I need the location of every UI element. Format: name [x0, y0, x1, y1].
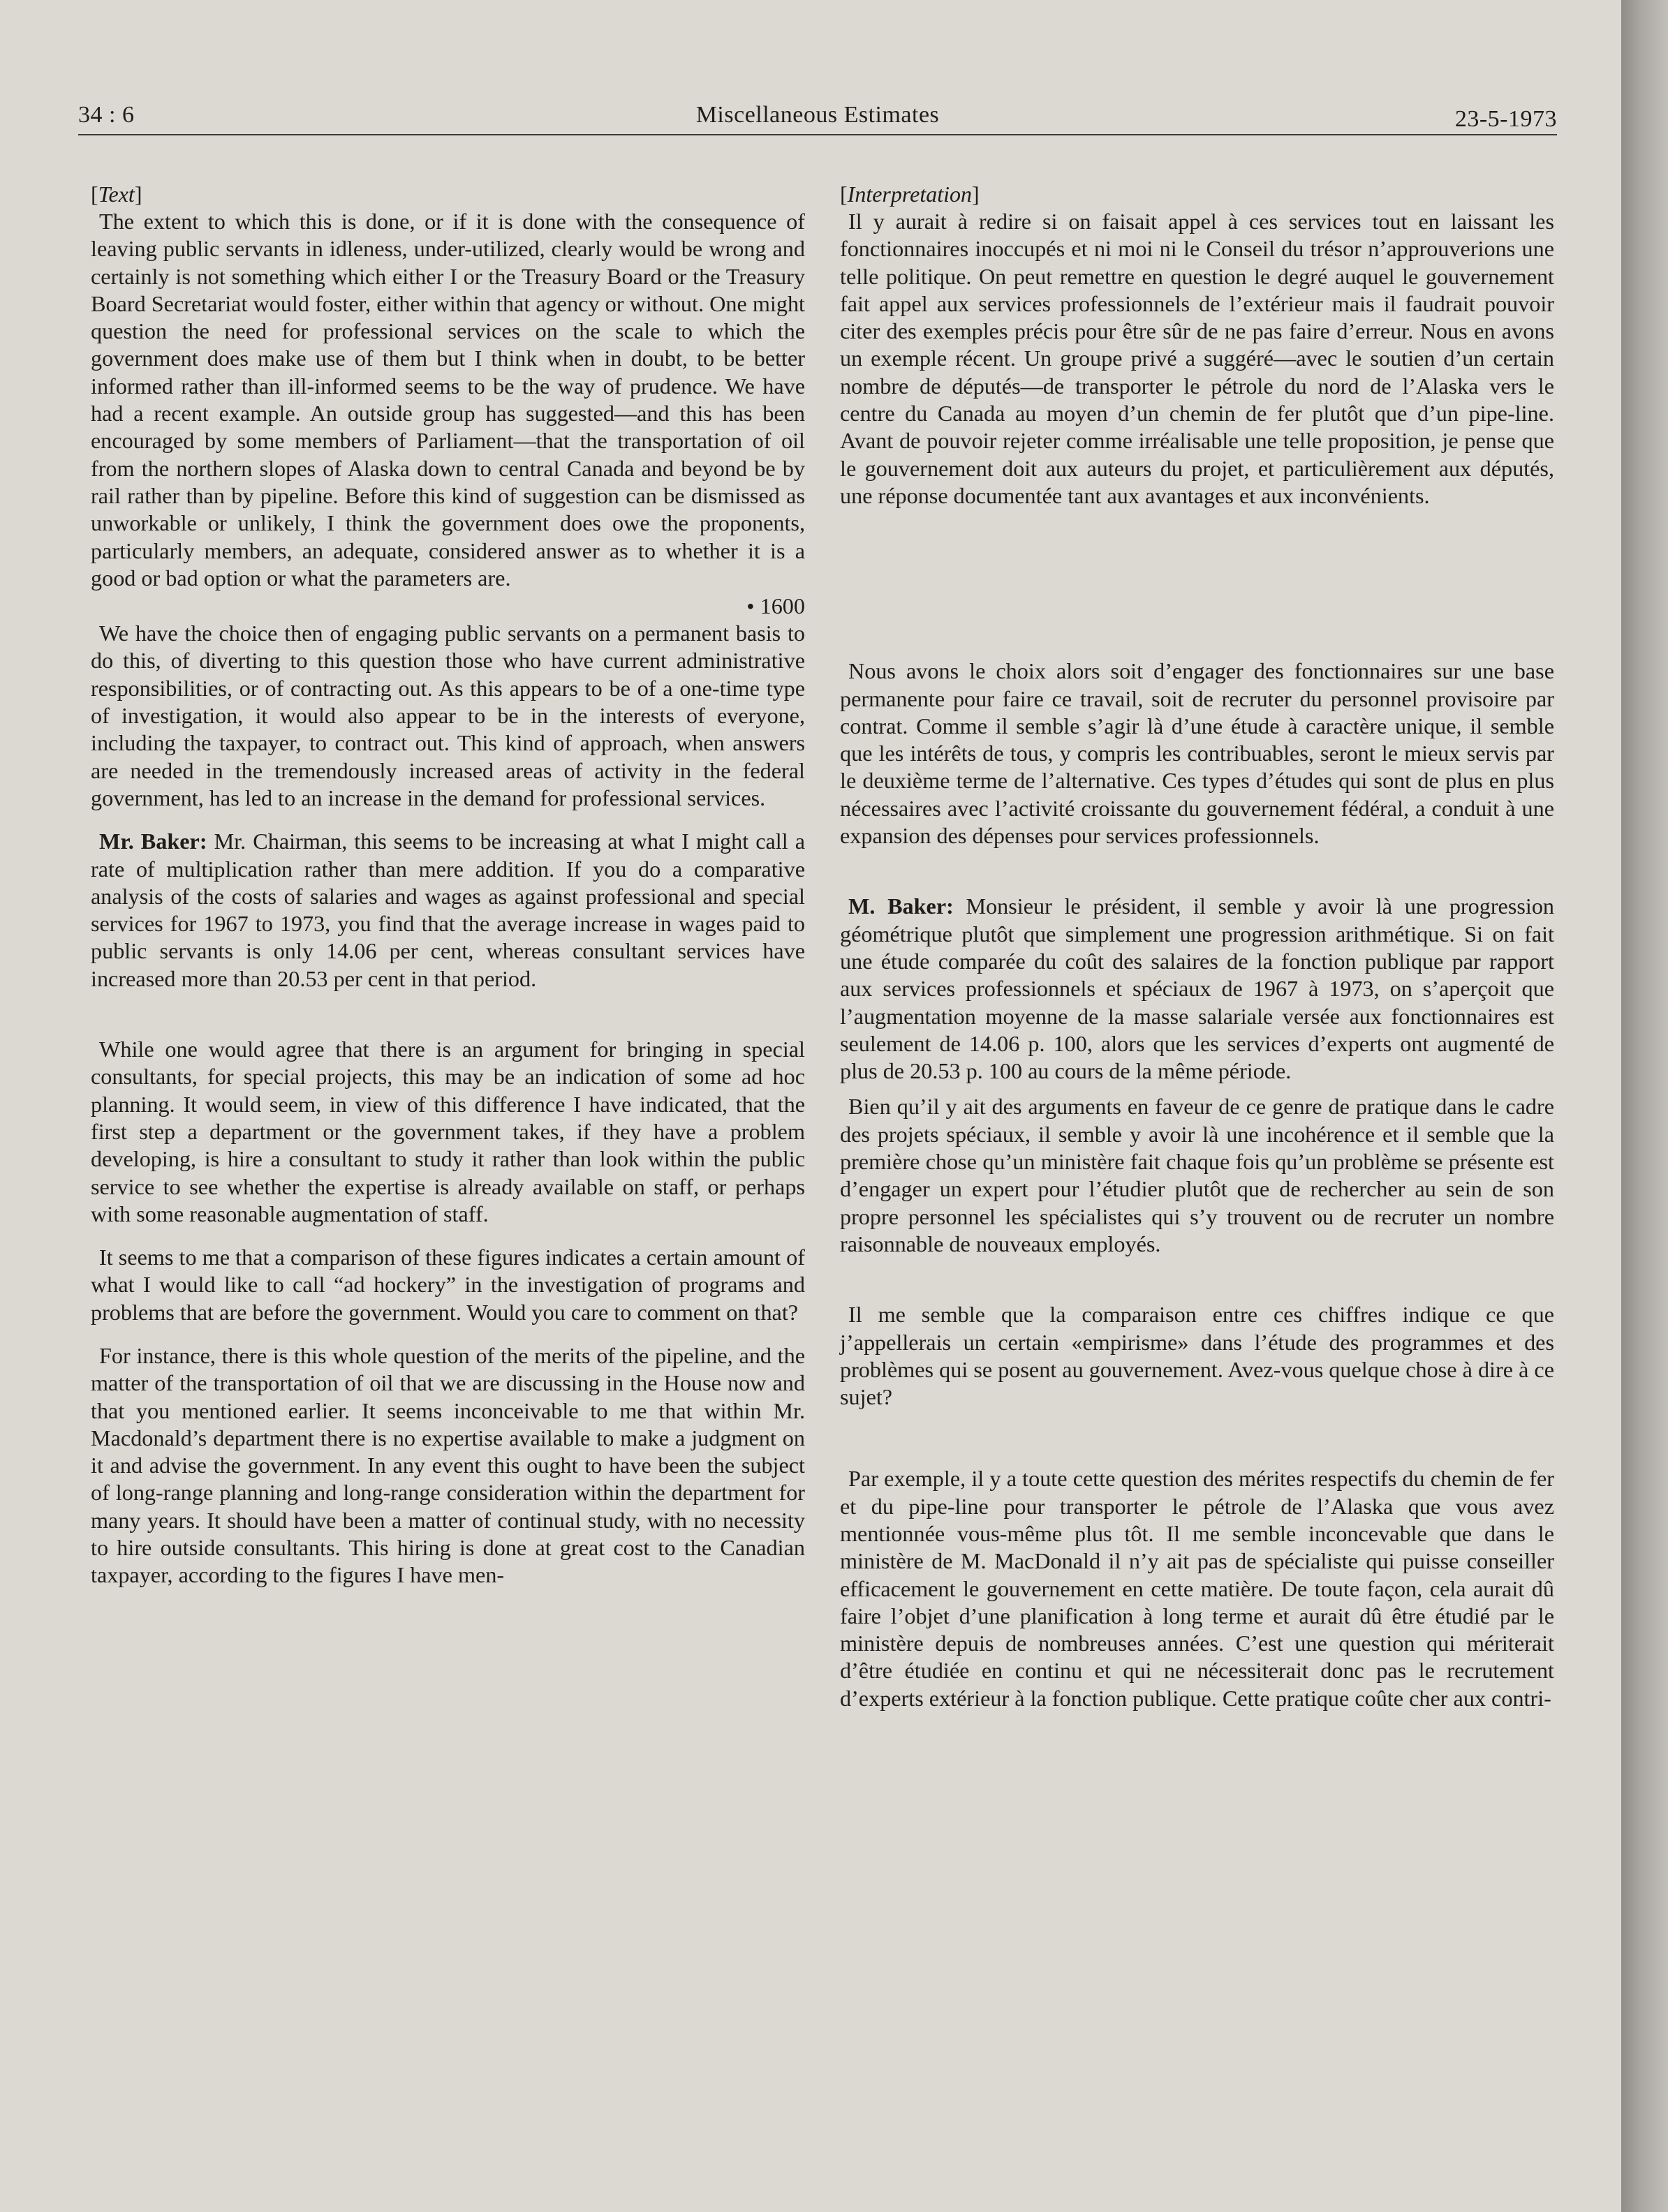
french-paragraph-5: Il me semble que la comparaison entre ces chiffres indique ce que j’appellerais un certain «empirisme» dans l’étude des programmes et des problèmes qui se posent au gouvernement. Avez-vous quelque chose à dire à ce sujet? [840, 1302, 1554, 1410]
running-title: Miscellaneous Estimates [695, 102, 940, 128]
french-paragraph-3: M. Baker: Monsieur le président, il semble y avoir là une progression géométrique plutôt que simplement une progression arithmétique. Si on fait une étude comparée du coût des salaires de la fonction publique par rapport aux services professionnels et spéciaux de 1967 à 1973, on s’aperçoit que l’augmentation moyenne de la masse salariale versée aux fonctionnaires est seulement de 14.06 p. 100, alors que les services d’experts ont augmenté de plus de 20.53 p. 100 au cours de la même période. [840, 893, 1555, 1084]
page-edge [1621, 0, 1668, 2212]
french-column [840, 180, 1554, 1712]
header-rule [78, 134, 1557, 135]
english-paragraph-4: While one would agree that there is an argument for bringing in special consultants, for special projects, this may be an indication of some ad hoc planning. It would seem, in view of this difference I have indicated, that the first step a department or the government takes, if they have a problem developing, is hire a consultant to study it rather than look within the public service to see whether the expertise is already available on staff, or perhaps with some reasonable augmentation of staff. [91, 1037, 805, 1226]
french-paragraph-2: Nous avons le choix alors soit d’engager des fonctionnaires sur une base permanente pour faire ce travail, soit de recruter du personnel provisoire par contrat. Comme il semble s’agir là d’une étude à caractère unique, il semble que les intérêts de tous, y compris les contribuables, seront le mieux servis par le deuxième terme de l’alternative. Ces types d’études qui sont de plus en plus nécessaires avec l’activité croissante du gouvernement fédéral, a conduit à une expansion des dépenses pour services professionnels. [840, 658, 1554, 849]
english-paragraph-2: We have the choice then of engaging public servants on a permanent basis to do this, of diverting to this question those who have current administrative responsibilities, or of contracting out. As this appears to be of a one-time type of investigation, it would also appear to be in the interests of everyone, including the taxpayer, to contract out. This kind of approach, when answers are needed in the tremendously increased areas of activity in the federal government, has led to an increase in the demand for professional services. [91, 621, 805, 810]
english-column [91, 180, 805, 1589]
french-paragraph-1: Il y aurait à redire si on faisait appel à ces services tout en laissant les fonctionnaires inoccupés et ni moi ni le Conseil du trésor n’approuverions une telle politique. On peut remettre en question le degré auquel le gouvernement fait appel aux services professionnels de l’extérieur mais il faudrait pouvoir citer des exemples précis pour être sûr de ne pas faire d’erreur. Nous en avons un exemple récent. Un groupe privé a suggéré—avec le soutien d’un certain nombre de députés—de transporter le pétrole du nord de l’Alaska vers le centre du Canada au moyen d’un chemin de fer plutôt que d’un pipe-line. Avant de pouvoir rejeter comme irréalisable une telle proposition, je pense que le gouvernement doit aux auteurs du projet, et particulièrement aux députés, une réponse documentée tant aux avantages et aux inconvénients. [840, 209, 1554, 508]
time-marker: • 1600 [746, 593, 805, 619]
page-date: 23-5-1973 [1454, 106, 1557, 132]
french-paragraph-4: Bien qu’il y ait des arguments en faveur de ce genre de pratique dans le cadre des projets spéciaux, il semble y avoir là une incohérence et il semble que la première chose qu’un ministère fait chaque fois qu’un problème se présente est d’engager un expert pour l’étudier plutôt que de rechercher au sein de son propre personnel les spécialistes qui s’y trouvent ou de recruter un nombre raisonnable de nouveaux employés. [840, 1094, 1554, 1256]
english-paragraph-1: The extent to which this is done, or if it is done with the consequence of leaving public servants in idleness, under-utilized, clearly would be wrong and certainly is not something which either I or the Treasury Board or the Treasury Board Secretariat would foster, either within that agency or without. One might question the need for professional services on the scale to which the government does make use of them but I think when in doubt, to be better informed rather than ill-informed seems to be the way of prudence. We have had a recent example. An outside group has suggested—and this has been encouraged by some members of Parliament—that the transportation of oil from the northern slopes of Alaska down to central Canada and beyond be by rail rather than by pipeline. Before this kind of suggestion can be dismissed as unworkable or unlikely, I think the government does owe the proponents, particularly members, an adequate, considered answer as to whether it is a good or bad option or what the parameters are. [91, 209, 805, 591]
english-paragraph-6: For instance, there is this whole question of the merits of the pipeline, and the matter of the transportation of oil that we are discussing in the House now and that you mentioned earlier. It seems inconceivable to me that within Mr. Macdonald’s department there is no expertise available to make a judgment on it and advise the government. In any event this ought to have been the subject of long-range planning and long-range consideration within the department for many years. It should have been a matter of continual study, with no necessity to hire outside consultants. This hiring is done at great cost to the Canadian taxpayer, according to the figures I have men- [91, 1342, 805, 1588]
speaker-name: Mr. Baker: [99, 829, 207, 854]
speaker-name: M. Baker: [848, 893, 954, 919]
french-section-tag: [Interpretation] [840, 181, 980, 207]
french-paragraph-6: Par exemple, il y a toute cette question des mérites respectifs du chemin de fer et du pipe-line pour transporter le pétrole de l’Alaska que vous avez mentionnée vous-même plus tôt. Il me semble inconcevable que dans le ministère de M. MacDonald il n’y ait pas de spécialiste qui puisse conseiller efficacement le gouvernement en cette matière. De toute façon, cela aurait dû faire l’objet d’une planification à long terme et aurait dû être étudié par le ministère depuis de nombreuses années. C’est une question qui mériterait d’être étudiée en continu et qui ne nécessiterait donc pas le recrutement d’experts extérieur à la fonction publique. Cette pratique coûte cher aux contri- [840, 1466, 1554, 1711]
page-header [78, 102, 1557, 135]
page-number: 34 : 6 [78, 102, 135, 128]
english-paragraph-3: Mr. Baker: Mr. Chairman, this seems to be increasing at what I might call a rate of multiplication rather than mere addition. If you do a comparative analysis of the costs of salaries and wages as against professional and special services for 1967 to 1973, you find that the average increase in wages paid to public servants is only 14.06 per cent, whereas consultant services have increased more than 20.53 per cent in that period. [91, 829, 805, 991]
english-section-tag: [Text] [91, 181, 142, 207]
english-paragraph-5: It seems to me that a comparison of these figures indicates a certain amount of what I would like to call “ad hockery” in the investigation of programs and problems that are before the government. Would you care to comment on that? [91, 1245, 805, 1325]
